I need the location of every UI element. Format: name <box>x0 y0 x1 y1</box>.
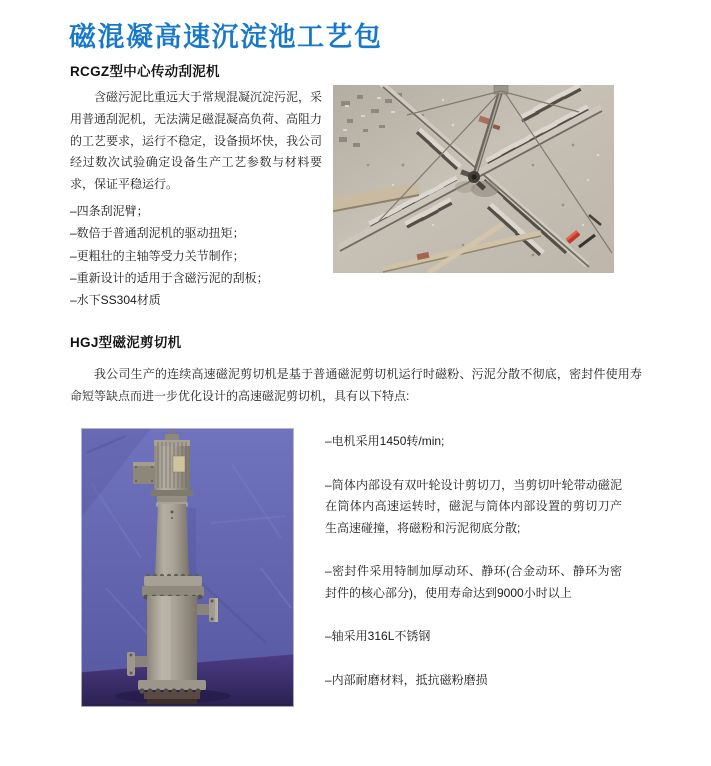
rcgz-feature-list <box>70 200 330 311</box>
mid-flange <box>142 574 204 600</box>
list-item: –电机采用1450转/min; <box>325 434 445 448</box>
list-item: –内部耐磨材料，抵抗磁粉磨损 <box>325 672 488 687</box>
shear-machine-photo <box>81 428 294 707</box>
list-item: –四条刮泥臂； <box>70 204 149 218</box>
motor-nameplate <box>173 456 185 472</box>
list-item: –数倍于普通刮泥机的驱动扭矩； <box>70 226 245 241</box>
list-item: –重新设计的适用于含磁污泥的刮板； <box>70 270 269 285</box>
hgj-paragraph: 我公司生产的连续高速磁泥剪切机是基于普通磁泥剪切机运行时磁粉、污泥分散不彻底，密封件使用寿命短等缺点而进一步优化设计的高速磁泥剪切机，具有以下特点: <box>70 367 642 403</box>
rcgz-paragraph: 含磁污泥比重远大于常规混凝沉淀污泥，采用普通刮泥机，无法满足磁混凝高负荷、高阻力的工艺要求，运行不稳定，设备损坏快，我公司经过数次试验确定设备生产工艺参数与材料要求，保证平稳运行。 <box>70 90 323 192</box>
list-item: –筒体内部设有双叶轮设计剪切刀，当剪切叶轮带动磁泥在筒体内高速运转时，磁泥与筒体内部设置的剪切刀产生高速碰撞，将磁粉和污泥彻底分散; <box>325 477 622 535</box>
base-flange <box>138 680 206 704</box>
lower-cylinder <box>147 596 197 680</box>
list-item: –密封件采用特制加厚动环、静环(合金动环、静环为密封件的核心部分)，使用寿命达到9000小时以上 <box>325 564 622 600</box>
motor-base-flange <box>151 490 193 496</box>
upper-cylinder <box>155 504 189 578</box>
scraper-photo <box>333 85 614 273</box>
list-item: –轴采用316L不锈钢 <box>325 629 431 643</box>
page-title: 磁混凝高速沉淀池工艺包 <box>69 22 383 52</box>
list-item: –水下SS304材质 <box>70 293 161 308</box>
section-heading-rcgz: RCGZ型中心传动刮泥机 <box>70 64 220 79</box>
hgj-feature-list <box>325 431 622 713</box>
list-item: –更粗壮的主轴等受力关节制作； <box>70 248 245 263</box>
motor-cap <box>165 434 179 440</box>
section-heading-hgj: HGJ型磁泥剪切机 <box>70 335 182 350</box>
